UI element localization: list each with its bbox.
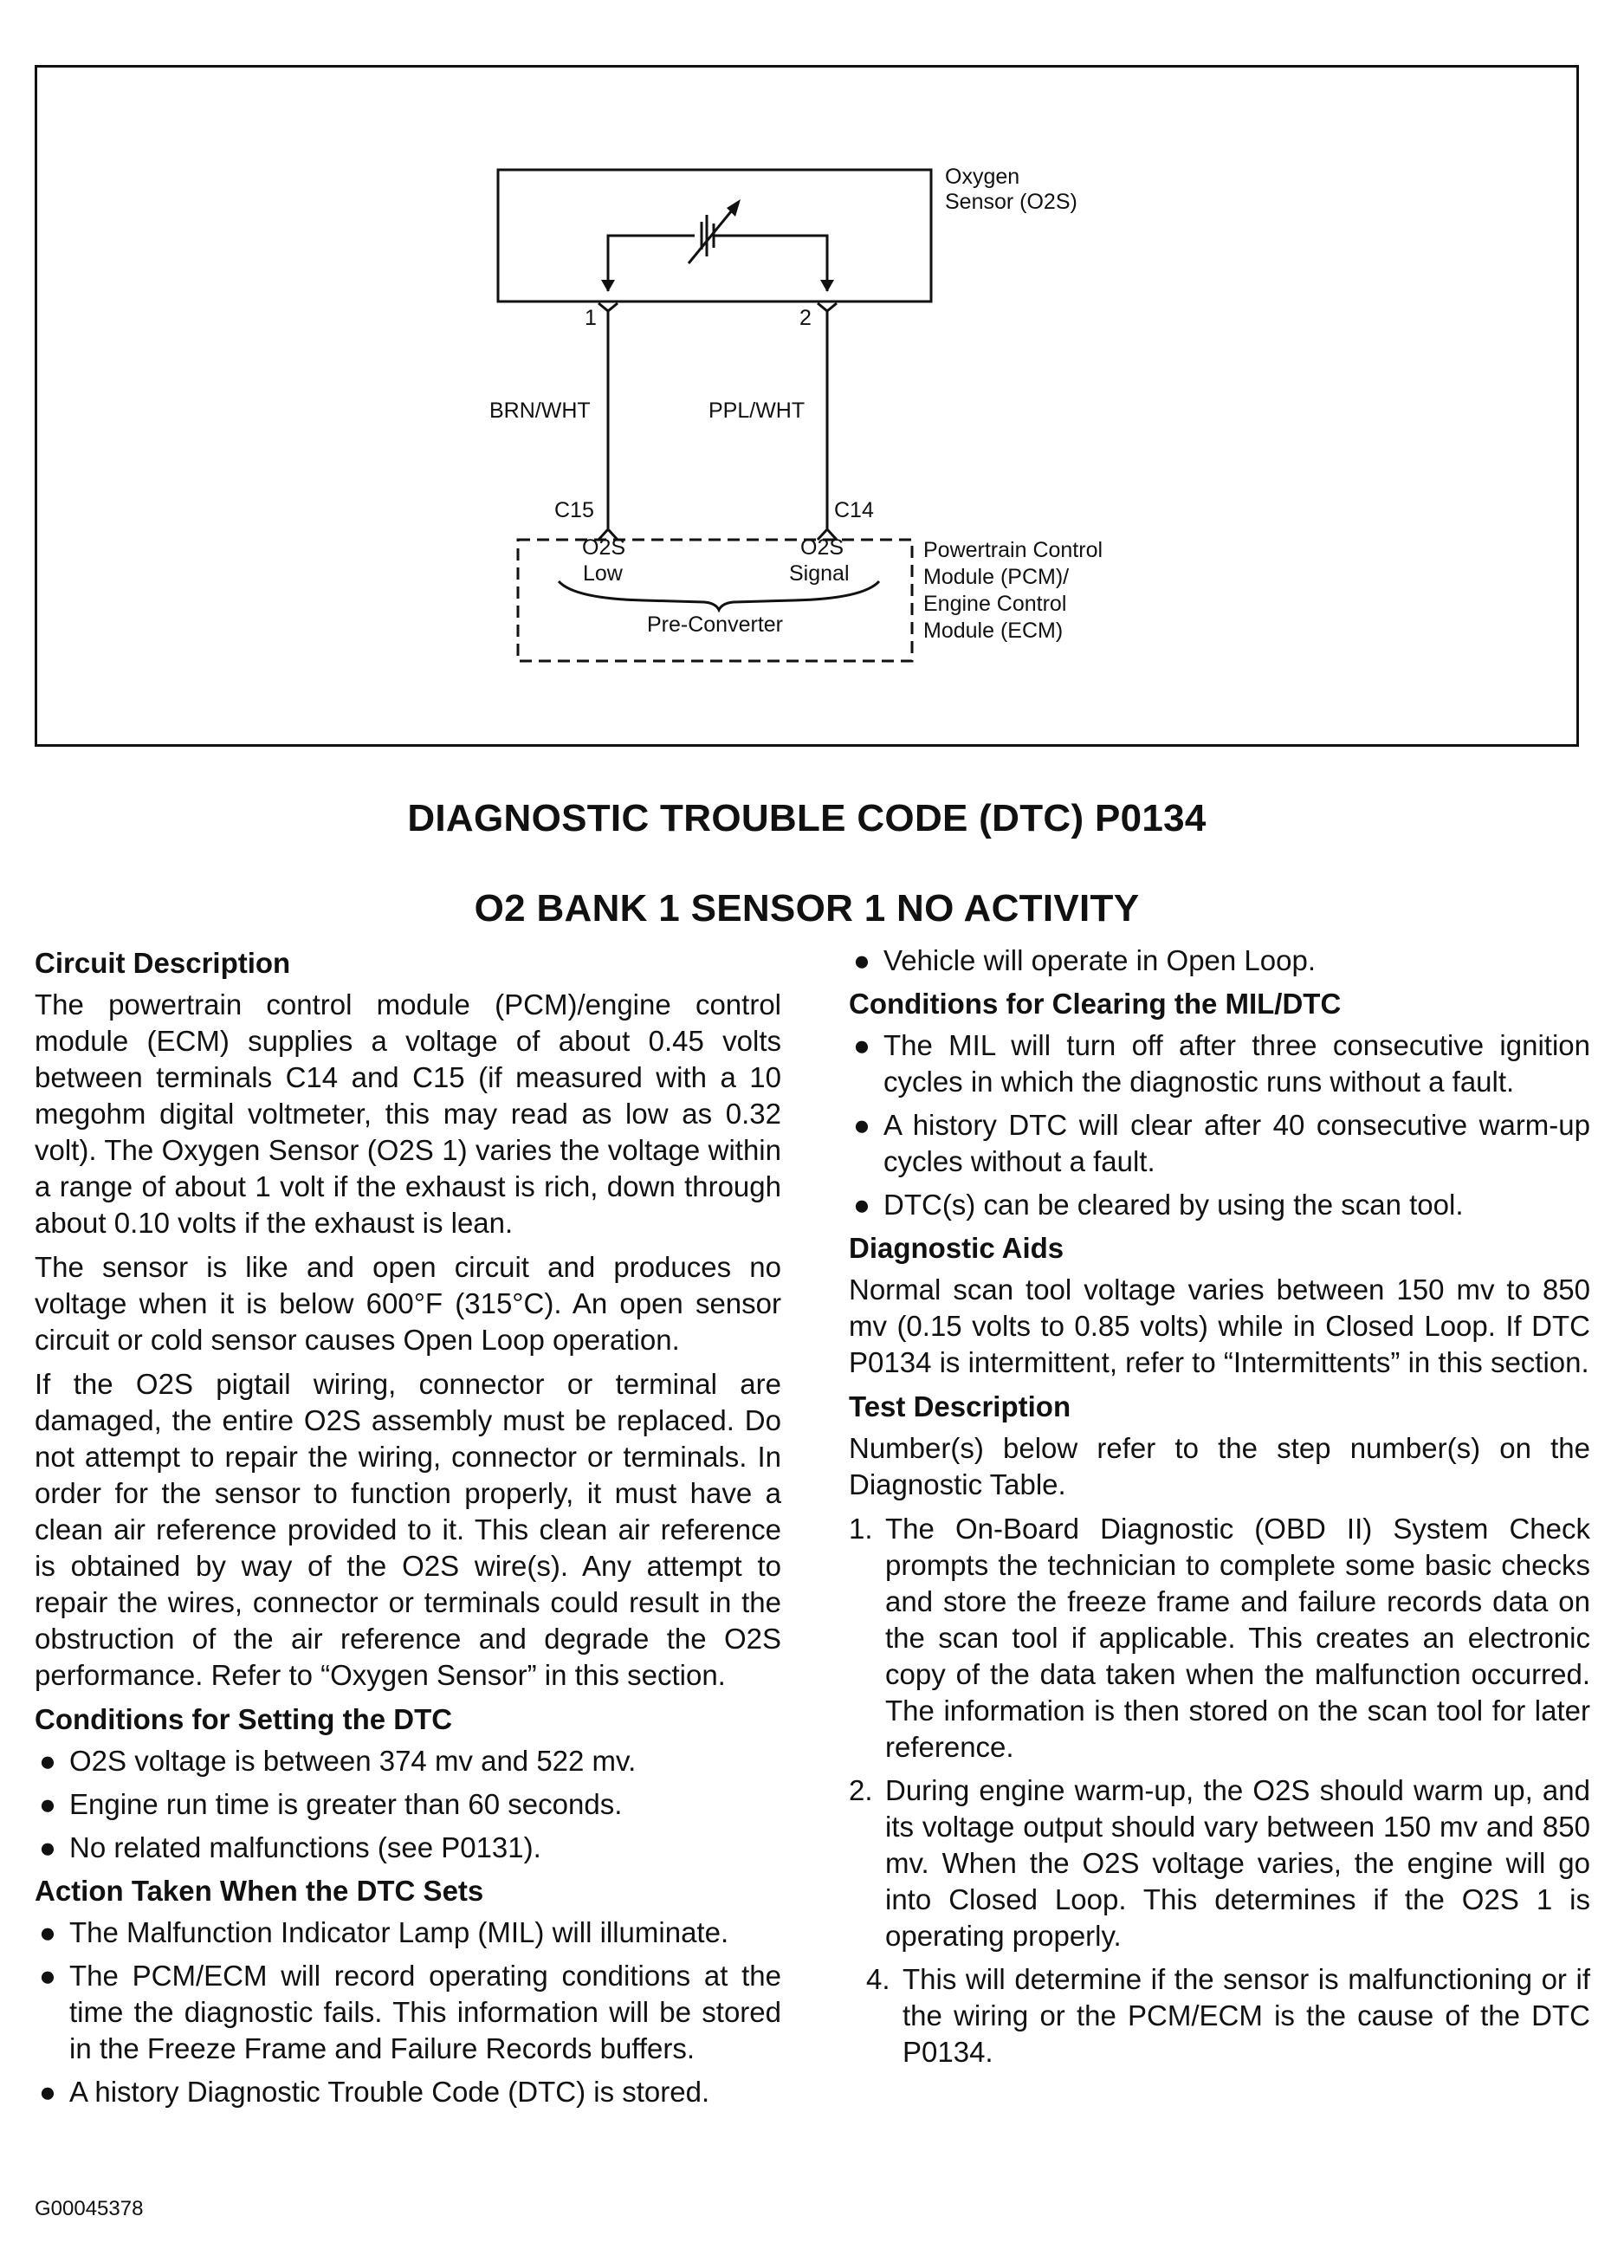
section-heading: Conditions for Setting the DTC: [35, 1703, 453, 1735]
list-item: [849, 943, 1590, 979]
wire-arrowhead: [601, 280, 615, 292]
list-item-text: O2S voltage is between 374 mv and 522 mv.: [69, 1745, 637, 1777]
wire-1-label: BRN/WHT: [489, 399, 591, 423]
list-item-text: The On-Board Diagnostic (OBD II) System Check prompts the technician to complete some basic checks and store the freeze frame and failure records data on the scan tool if applicable. This creates an electronic copy of the data taken when the malfunction occurred. The information is then stored on the scan tool for later reference.: [885, 1513, 1590, 1763]
list-item-text: This will determine if the sensor is malfunctioning or if the wiring or the PCM/ECM is the cause of the DTC P0134.: [903, 1963, 1590, 2068]
paragraph: Number(s) below refer to the step number(s) on the Diagnostic Table.: [849, 1432, 1590, 1500]
bullet-list: [35, 1743, 781, 1866]
wiring-diagram-frame: [35, 65, 1579, 747]
section-heading: Circuit Description: [35, 947, 291, 979]
step-number: 2.: [849, 1774, 873, 1806]
bullet-icon: ●: [39, 1831, 56, 1863]
bullet-icon: ●: [39, 2076, 56, 2108]
list-item: [35, 1830, 781, 1866]
pcm-label: Module (PCM)/: [923, 565, 1070, 589]
list-item-text: A history Diagnostic Trouble Code (DTC) is stored.: [69, 2076, 710, 2108]
page-title: DIAGNOSTIC TROUBLE CODE (DTC) P0134: [407, 797, 1207, 839]
pin-1-connector: [598, 303, 618, 311]
list-item: [849, 1772, 1590, 1954]
list-item: [35, 1786, 781, 1823]
bullet-icon: ●: [853, 1189, 870, 1221]
bullet-list: [849, 943, 1590, 979]
list-item-text: During engine warm-up, the O2S should warm up, and its voltage output should vary between 150 mv and 850 mv. When the O2S voltage varies, the engine will go into Closed Loop. This determines if the O2S 1 is operating properly.: [885, 1774, 1590, 1952]
list-item-text: The Malfunction Indicator Lamp (MIL) will illuminate.: [69, 1916, 729, 1948]
paragraph: The powertrain control module (PCM)/engine control module (ECM) supplies a voltage of about 0.45 volts between terminals C14 and C15 (if measured with a 10 megohm digital voltmeter, this may read as low as 0.32 volt). The Oxygen Sensor (O2S 1) varies the voltage within a range of about 1 volt if the exhaust is rich, down through about 0.10 volts if the exhaust is lean.: [35, 988, 781, 1239]
list-item: [35, 1958, 781, 2067]
pcm-dashed-box: [518, 540, 912, 661]
o2s-signal-label: O2S: [800, 535, 844, 560]
list-item-text: DTC(s) can be cleared by using the scan tool.: [883, 1189, 1464, 1221]
bullet-icon: ●: [853, 1029, 870, 1061]
oxygen-sensor-label: Oxygen: [945, 165, 1020, 189]
pcm-label: Powertrain Control: [923, 538, 1103, 562]
section-heading: Test Description: [849, 1390, 1071, 1422]
o2s-signal-label: Signal: [789, 561, 850, 586]
bullet-icon: ●: [853, 1109, 870, 1141]
list-item: [35, 1743, 781, 1779]
list-item-text: The MIL will turn off after three consecutive ignition cycles in which the diagnostic runs without a fault.: [883, 1029, 1590, 1098]
sensor-internal-wire: [715, 236, 827, 291]
paragraph: Normal scan tool voltage varies between 150 mv to 850 mv (0.15 volts to 0.85 volts) while in Closed Loop. If DTC P0134 is intermittent, refer to “Intermittents” in this section.: [849, 1273, 1590, 1378]
list-item: [849, 1961, 1590, 2070]
page-subtitle: O2 BANK 1 SENSOR 1 NO ACTIVITY: [474, 887, 1140, 930]
wiring-diagram: [37, 68, 1582, 749]
bullet-icon: ●: [39, 1960, 56, 1992]
paragraph: The sensor is like and open circuit and produces no voltage when it is below 600°F (315°C). An open sensor circuit or cold sensor causes Open Loop operation.: [35, 1251, 781, 1356]
section-heading: Conditions for Clearing the MIL/DTC: [849, 988, 1342, 1020]
list-item-text: Engine run time is greater than 60 seconds.: [69, 1788, 623, 1820]
o2s-low-label: Low: [583, 561, 623, 586]
bullet-icon: ●: [39, 1745, 56, 1777]
left-column: [35, 943, 781, 2117]
terminal-c15-label: C15: [554, 498, 594, 522]
paragraph: If the O2S pigtail wiring, connector or terminal are damaged, the entire O2S assembly must be replaced. Do not attempt to repair the wiring, connector or terminals. In order for the sensor to function properly, it must have a clean air reference provided to it. This clean air reference is obtained by way of the O2S wire(s). Any attempt to repair the wires, connector or terminals could result in the obstruction of the air reference and degrade the O2S performance. Refer to “Oxygen Sensor” in this section.: [35, 1368, 781, 1691]
step-number: 4.: [866, 1963, 890, 1995]
bullet-list: [849, 1027, 1590, 1223]
pin-2-connector: [818, 303, 837, 311]
o2s-low-label: O2S: [582, 535, 626, 560]
pcm-label: Engine Control: [923, 592, 1067, 616]
oxygen-sensor-label: Sensor (O2S): [945, 190, 1077, 214]
terminal-c14-label: C14: [834, 498, 874, 522]
right-column: [849, 943, 1590, 2077]
list-item-text: Vehicle will operate in Open Loop.: [883, 944, 1316, 976]
pin-2-label: 2: [799, 306, 812, 330]
list-item-text: A history DTC will clear after 40 consecutive warm-up cycles without a fault.: [883, 1109, 1590, 1177]
bullet-list: [35, 1915, 781, 2110]
list-item: [849, 1511, 1590, 1766]
list-item: [849, 1027, 1590, 1100]
bullet-icon: ●: [39, 1788, 56, 1820]
section-heading: Action Taken When the DTC Sets: [35, 1875, 484, 1907]
section-heading: Diagnostic Aids: [849, 1232, 1064, 1264]
sensor-internal-wire: [608, 236, 695, 291]
step-number: 1.: [849, 1513, 873, 1545]
figure-id: G00045378: [35, 2197, 144, 2220]
list-item-text: No related malfunctions (see P0131).: [69, 1831, 541, 1863]
wire-2-label: PPL/WHT: [708, 399, 806, 423]
numbered-list: [849, 1511, 1590, 2070]
pre-converter-label: Pre-Converter: [647, 612, 783, 637]
bullet-icon: ●: [39, 1916, 56, 1948]
list-item: [35, 1915, 781, 1951]
pcm-label: Module (ECM): [923, 619, 1064, 643]
bullet-icon: ●: [853, 944, 870, 976]
wire-arrowhead: [820, 280, 834, 292]
list-item: [849, 1187, 1590, 1223]
list-item: [35, 2074, 781, 2110]
pin-1-label: 1: [585, 306, 597, 330]
list-item: [849, 1107, 1590, 1180]
list-item-text: The PCM/ECM will record operating conditions at the time the diagnostic fails. This information will be stored in the Freeze Frame and Failure Records buffers.: [69, 1960, 781, 2064]
